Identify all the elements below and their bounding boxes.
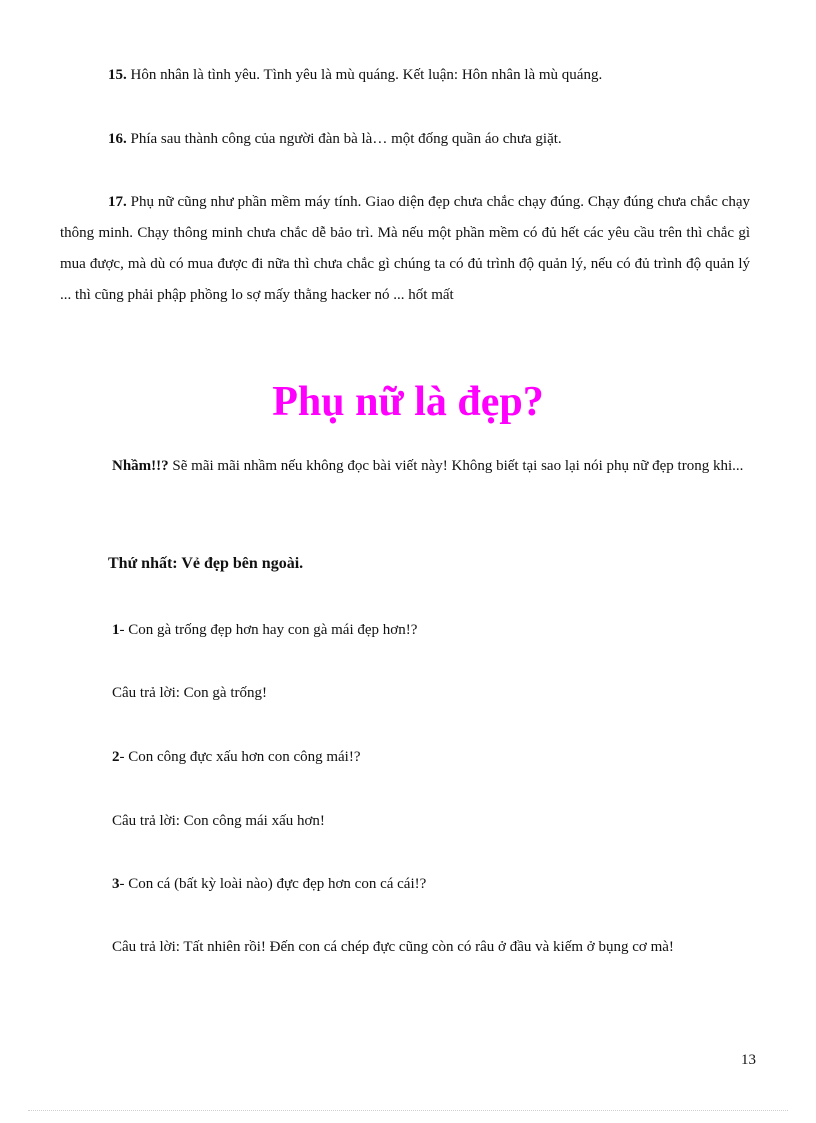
page-bottom-divider	[28, 1110, 788, 1111]
question-3	[60, 869, 750, 900]
joke-15-text: Hôn nhân là tình yêu. Tình yêu là mù quáng. Kết luận: Hôn nhân là mù quáng.	[126, 67, 603, 83]
joke-16	[60, 124, 750, 155]
subheading	[60, 548, 750, 580]
joke-17	[60, 187, 750, 311]
question-2-number: 2	[112, 749, 120, 765]
joke-16-number: 16.	[108, 131, 127, 147]
page-number: 13	[741, 1052, 756, 1068]
joke-17-text: Phụ nữ cũng như phần mềm máy tính. Giao diện đẹp chưa chắc chạy đúng. Chạy đúng chưa chắc chạy thông minh. Chạy thông minh chưa chắc dễ bảo trì. Mà nếu một phần mềm có đủ hết các yêu cầu trên thì chắc gì mua được, mà dù có mua được đi nữa thì chưa chắc gì chúng ta có đủ trình độ quản lý, nếu có đủ trình độ quản lý ... thì cũng phải phập phồng lo sợ mấy thằng hacker nó ... hốt mất	[60, 194, 750, 303]
subheading-text: Thứ nhất: Vẻ đẹp bên ngoài.	[108, 555, 304, 572]
answer-3-text: Câu trả lời: Tất nhiên rồi! Đến con cá chép đực cũng còn có râu ở đầu và kiếm ở bụng cơ mà!	[112, 939, 674, 955]
intro-paragraph	[60, 451, 750, 482]
answer-3	[60, 932, 750, 963]
joke-16-text: Phía sau thành công của người đàn bà là… một đống quần áo chưa giặt.	[126, 131, 562, 147]
question-2-text: - Con công đực xấu hơn con công mái!?	[119, 749, 361, 765]
question-3-number: 3	[112, 876, 120, 892]
question-1	[60, 615, 750, 646]
answer-1	[60, 678, 750, 709]
question-1-number: 1	[112, 622, 120, 638]
question-3-text: - Con cá (bất kỳ loài nào) đực đẹp hơn con cá cái!?	[119, 876, 427, 892]
joke-17-number: 17.	[108, 194, 127, 210]
intro-text: Sẽ mãi mãi nhầm nếu không đọc bài viết này! Không biết tại sao lại nói phụ nữ đẹp trong khi...	[168, 458, 744, 474]
joke-15-number: 15.	[108, 67, 127, 83]
question-2	[60, 742, 750, 773]
section-title: Phụ nữ là đẹp?	[272, 379, 544, 425]
question-1-text: - Con gà trống đẹp hơn hay con gà mái đẹp hơn!?	[119, 622, 418, 638]
answer-2	[60, 806, 750, 837]
answer-2-text: Câu trả lời: Con công mái xấu hơn!	[112, 813, 325, 829]
answer-1-text: Câu trả lời: Con gà trống!	[112, 685, 267, 701]
joke-15	[60, 60, 750, 91]
intro-bold: Nhầm!!?	[112, 458, 169, 474]
